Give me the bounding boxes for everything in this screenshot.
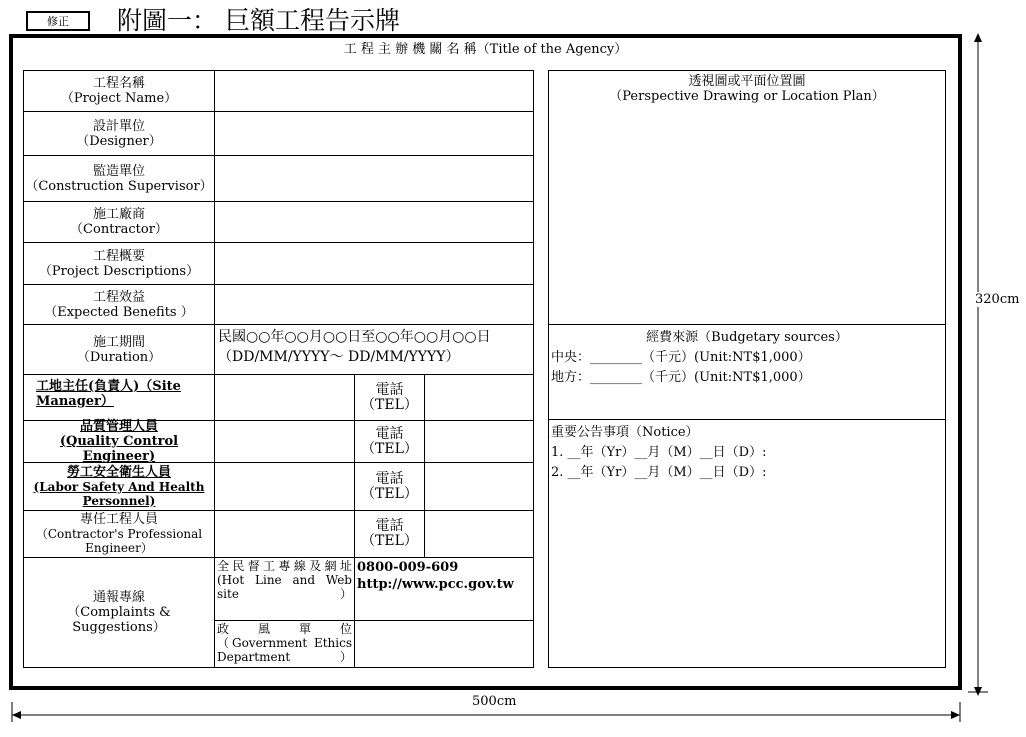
- label-en: (Quality Control Engineer): [59, 434, 179, 464]
- notice-title: 重要公告事項（Notice）: [551, 425, 699, 440]
- tel-value-professional: [424, 510, 534, 558]
- label-zh: 施工廠商: [92, 207, 145, 222]
- tel-zh: 電話: [375, 518, 404, 534]
- value-qc: [214, 420, 355, 463]
- label-zh: 品質管理人員: [79, 419, 158, 434]
- label-descriptions: [23, 242, 215, 285]
- label-en: （Construction Supervisor）: [25, 178, 213, 194]
- notice-item-1: 1. __年（Yr）__月（M）__日（D）:: [551, 445, 767, 460]
- tel-zh: 電話: [375, 425, 404, 442]
- tel-en: （TEL）: [361, 533, 418, 549]
- label-duration: [23, 324, 215, 375]
- height-dimension-arrow: [966, 32, 990, 700]
- notice-area: [548, 419, 946, 668]
- tel-en: （TEL）: [361, 440, 418, 457]
- label-en: （Complaints & Suggestions）: [67, 605, 171, 635]
- label-qc: [23, 420, 215, 463]
- label-benefits: [23, 284, 215, 325]
- drawing-en: （Perspective Drawing or Location Plan）: [609, 89, 885, 104]
- label-zh: 工程效益: [92, 289, 145, 305]
- page-title: 附圖一： 巨額工程告示牌: [117, 6, 400, 35]
- label-en: （Duration）: [76, 349, 162, 365]
- label-en: （Expected Benefits ）: [44, 304, 194, 320]
- value-safety: [214, 462, 355, 511]
- value-site-manager: [214, 374, 355, 421]
- tel-value-site-manager: [424, 374, 534, 421]
- notice-item-2: 2. __年（Yr）__月（M）__日（D）:: [551, 465, 767, 480]
- label-safety: [23, 462, 215, 511]
- budget-area: [548, 324, 946, 420]
- value-project-name: [214, 70, 534, 112]
- budget-title: 經費來源（Budgetary sources）: [646, 330, 848, 345]
- label-zh: 專任工程人員: [79, 512, 158, 527]
- tel-value-safety: [424, 462, 534, 511]
- budget-central: 中央：________（千元）(Unit:NT$1,000）: [551, 350, 811, 365]
- width-label: 500cm: [472, 694, 517, 709]
- label-project-name: [23, 70, 215, 112]
- label-zh: 勞工安全衛生人員: [66, 464, 171, 480]
- label-professional: [23, 510, 215, 558]
- value-contractor: [214, 201, 534, 243]
- label-text: 工地主任(負責人)（Site Manager）: [36, 379, 181, 409]
- label-supervisor: [23, 155, 215, 202]
- label-site-manager: [23, 374, 215, 421]
- value-ethics: [354, 620, 534, 668]
- label-en: （Contractor's Professional Engineer）: [35, 527, 203, 555]
- label-zh: 監造單位: [92, 163, 145, 179]
- label-zh: 工程名稱: [92, 76, 145, 91]
- value-benefits: [214, 284, 534, 325]
- label-contractor: [23, 201, 215, 243]
- tel-en: （TEL）: [361, 485, 418, 502]
- tel-label-site-manager: [354, 374, 425, 421]
- tel-en: （TEL）: [361, 396, 418, 413]
- value-professional: [214, 510, 355, 558]
- label-zh: 通報專線: [92, 590, 145, 605]
- label-zh: 施工期間: [92, 334, 145, 350]
- hotline-url[interactable]: http://www.pcc.gov.tw: [357, 577, 514, 592]
- tel-label-safety: [354, 462, 425, 511]
- label-hotline: 全民督工專線及網址 (Hot Line and Web site）: [214, 557, 355, 621]
- tel-value-qc: [424, 420, 534, 463]
- tel-label-qc: [354, 420, 425, 463]
- value-hotline: [354, 557, 534, 621]
- tel-label-professional: [354, 510, 425, 558]
- label-complaints: [23, 557, 215, 668]
- label-en: (Labor Safety And Health Personnel): [33, 479, 205, 508]
- value-supervisor: [214, 155, 534, 202]
- agency-title: 工 程 主 辦 機 關 名 稱（Title of the Agency）: [343, 42, 628, 57]
- label-en: （Designer）: [76, 133, 162, 149]
- label-en: （Project Name）: [60, 91, 178, 106]
- drawing-zh: 透視圖或平面位置圖: [688, 74, 806, 89]
- drawing-area: [548, 70, 946, 325]
- revision-badge: 修正: [26, 11, 90, 31]
- hotline-phone: 0800-009-609: [357, 560, 459, 575]
- tel-zh: 電話: [375, 381, 404, 398]
- label-en: （Contractor）: [70, 222, 168, 237]
- value-designer: [214, 111, 534, 156]
- label-designer: [23, 111, 215, 156]
- value-descriptions: [214, 242, 534, 285]
- label-zh: 設計單位: [92, 118, 145, 134]
- label-en: （Project Descriptions）: [38, 263, 200, 279]
- label-zh: 工程概要: [92, 248, 145, 264]
- tel-zh: 電話: [375, 470, 404, 487]
- budget-local: 地方：________（千元）(Unit:NT$1,000）: [551, 370, 811, 385]
- label-ethics: 政風單位 （Government Ethics Department）: [214, 620, 355, 668]
- value-duration: 民國○○年○○月○○日至○○年○○月○○日（DD/MM/YYYY～ DD/MM/YYYY）: [214, 324, 534, 375]
- height-label: 320cm: [975, 292, 1020, 307]
